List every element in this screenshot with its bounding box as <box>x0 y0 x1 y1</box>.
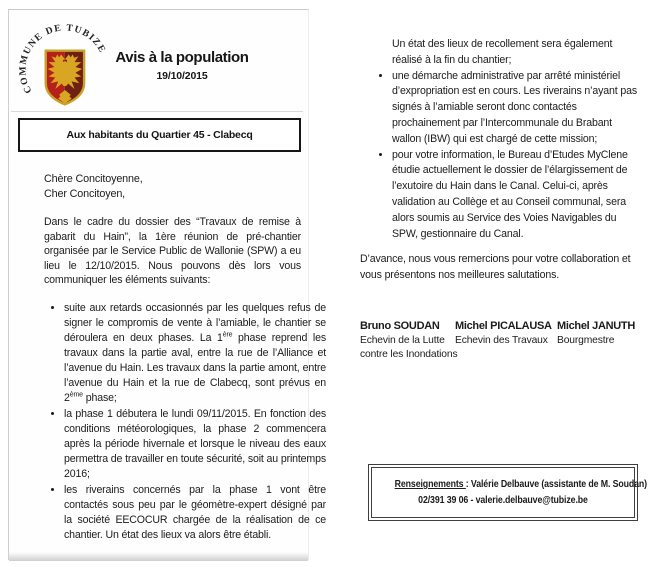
continuation-block <box>364 37 638 242</box>
intro-paragraph: Dans le cadre du dossier des “Travaux de remise à gabarit du Hain”, la 1ère réunion de pré-chantier organisée par le Service Public de Wallonie (SPW) a eu lieu le 12/10/2015. Nous pouvons dès lors vous communiquer les éléments suivants: <box>44 216 301 287</box>
admin-bullet-list <box>364 69 638 243</box>
signatory-name: Michel JANUTH <box>557 320 635 332</box>
signatory-januth <box>557 320 647 348</box>
signatory-soudan <box>360 320 460 361</box>
phase-bullet-list <box>39 301 326 544</box>
seal-arc-text: COMMUNE DE TUBIZE <box>17 22 109 96</box>
signatory-role: Echevin des Travaux <box>455 335 548 346</box>
closing-paragraph: D’avance, nous vous remercions pour votre collaboration et vous présentons nos meilleures salutations. <box>360 253 631 281</box>
salutation-line-2: Cher Concitoyen, <box>44 188 126 200</box>
bullet-phase1-start: • la phase 1 débutera le lundi 09/11/2015. En fonction des conditions météorologiques, la phase 2 commencera après la période hivernale et lorsque le niveau des eaux permettra de travailler en toute sécurité, soit au printemps 2016; <box>64 407 326 482</box>
addressee-banner <box>18 118 301 152</box>
scan-artifact-line <box>11 111 303 112</box>
document-title: Avis à la population <box>115 49 249 66</box>
contact-line-2: 02/391 39 06 - valerie.delbauve@tubize.be <box>418 494 588 506</box>
addressee-banner-text: Aux habitants du Quartier 45 - Clabecq <box>66 129 253 141</box>
page-1 <box>8 9 326 560</box>
signatory-role: Echevin de la Lutte contre les Inondations <box>360 335 458 360</box>
salutation-line-1: Chère Concitoyenne, <box>44 173 143 185</box>
contact-info-box <box>368 464 648 521</box>
signatory-name: Michel PICALAUSA <box>455 320 552 332</box>
contact-line-1: Renseignements : Valérie Delbauve (assistante de M. Soudan) <box>394 478 648 490</box>
bullet-bureau-etudes: • pour votre information, le Bureau d’Etudes MyClene étudie actuellement le dossier de l’élargissement de l’exutoire du Hain dans le Canal. Celui-ci, après validation au Collège et au Conseil communal, sera alors soumis au Service des Voies Navigables du SPW, gestionnaire du Canal. <box>392 148 638 243</box>
signatory-picalausa <box>455 320 560 348</box>
salutation <box>44 172 143 202</box>
continuation-text: Un état des lieux de recollement sera également réalisé à la fin du chantier; <box>392 38 613 66</box>
document-date: 19/10/2015 <box>156 70 208 82</box>
bullet-expropriation: • une démarche administrative par arrêté ministériel d’expropriation est en cours. Les riverains n’ayant pas signés à l’amiable seront donc contactés prochainement par l’Intercommunale du Brabant wallon (IBW) qui est chargé de cette mission; <box>392 69 638 148</box>
signatory-role: Bourgmestre <box>557 335 615 346</box>
page-2 <box>330 9 648 559</box>
signatory-name: Bruno SOUDAN <box>360 320 440 332</box>
bullet-riverains: • les riverains concernés par la phase 1 vont être contactés sous peu par le géomètre-expert désigné par la société EECOCUR chargée de la réalisation de ce chantier. Un état des lieux va alors être établi. <box>64 483 326 543</box>
bullet-phases: • suite aux retards occasionnés par les quelques refus de signer le compromis de vente à l’amiable, le chantier se déroulera en deux phases. La 1ère phase reprend les travaux dans la partie aval, entre la rue de l’Alliance et l’avenue du Hain. Les travaux dans la partie amont, entre l’avenue du Hain et la rue de Clabecq, sont prévus en 2ème phase; <box>64 301 326 406</box>
